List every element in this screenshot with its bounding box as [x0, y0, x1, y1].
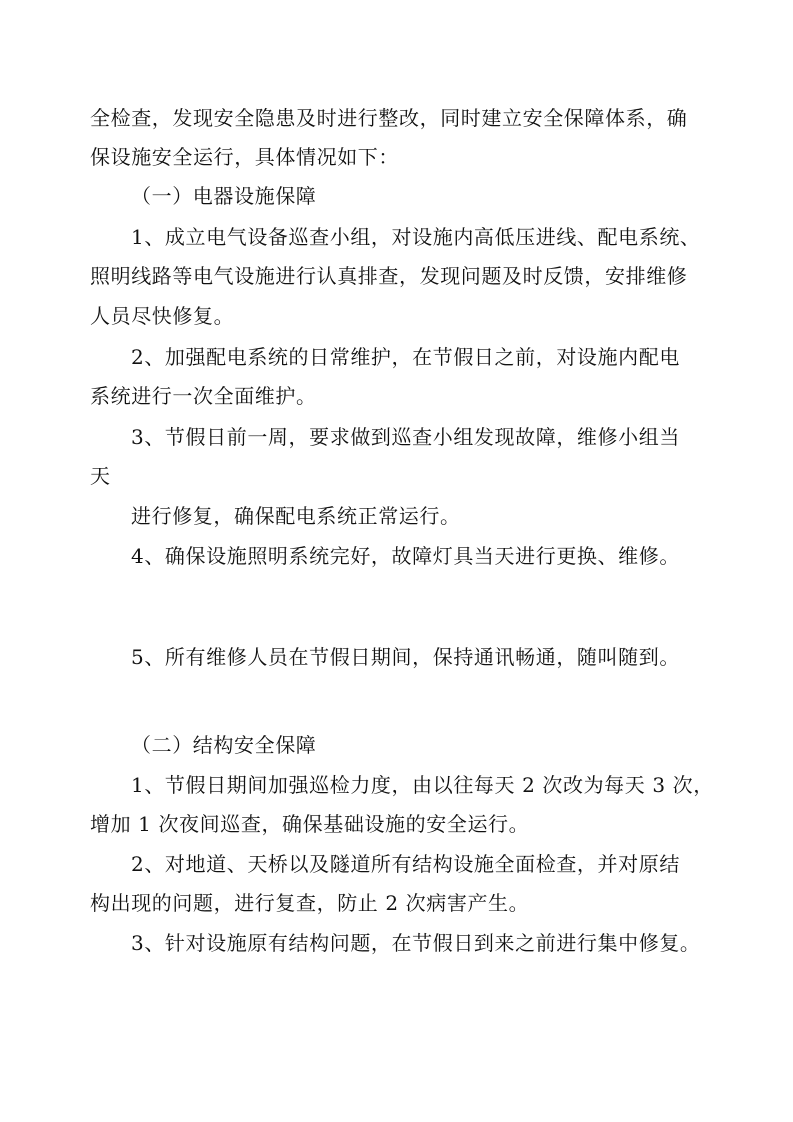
section-heading-structural: （二）结构安全保障: [131, 733, 317, 757]
structural-item-1-line-1: 1、节假日期间加强巡检力度，由以往每天 2 次改为每天 3 次，: [131, 773, 714, 797]
structural-item-3: 3、针对设施原有结构问题，在节假日到来之前进行集中修复。: [131, 931, 701, 955]
structural-item-2-line-1: 2、对地道、天桥以及隧道所有结构设施全面检查，并对原结: [131, 852, 680, 876]
paragraph-intro-line-1: 全检查，发现安全隐患及时进行整改，同时建立安全保障体系，确: [90, 106, 688, 130]
electrical-item-2-line-2: 系统进行一次全面维护。: [90, 384, 317, 408]
section-heading-electrical: （一）电器设施保障: [131, 184, 317, 208]
electrical-item-1-line-2: 照明线路等电气设施进行认真排查，发现问题及时反馈，安排维修: [90, 264, 688, 288]
structural-item-1-line-2: 增加 1 次夜间巡查，确保基础设施的安全运行。: [90, 812, 530, 836]
structural-item-2-line-2: 构出现的问题，进行复查，防止 2 次病害产生。: [90, 891, 530, 915]
electrical-item-1-line-3: 人员尽快修复。: [90, 304, 235, 328]
electrical-item-3-line-1: 3、节假日前一周，要求做到巡查小组发现故障，维修小组当: [131, 425, 680, 449]
electrical-item-1-line-1: 1、成立电气设备巡查小组，对设施内高低压进线、配电系统、: [131, 225, 701, 249]
electrical-item-3-line-3: 进行修复，确保配电系统正常运行。: [131, 504, 461, 528]
paragraph-intro-line-2: 保设施安全运行，具体情况如下：: [90, 145, 399, 169]
electrical-item-5: 5、所有维修人员在节假日期间，保持通讯畅通，随叫随到。: [131, 645, 680, 669]
electrical-item-3-line-2: 天: [90, 464, 111, 488]
electrical-item-4: 4、确保设施照明系统完好，故障灯具当天进行更换、维修。: [131, 544, 680, 568]
electrical-item-2-line-1: 2、加强配电系统的日常维护，在节假日之前，对设施内配电: [131, 345, 680, 369]
